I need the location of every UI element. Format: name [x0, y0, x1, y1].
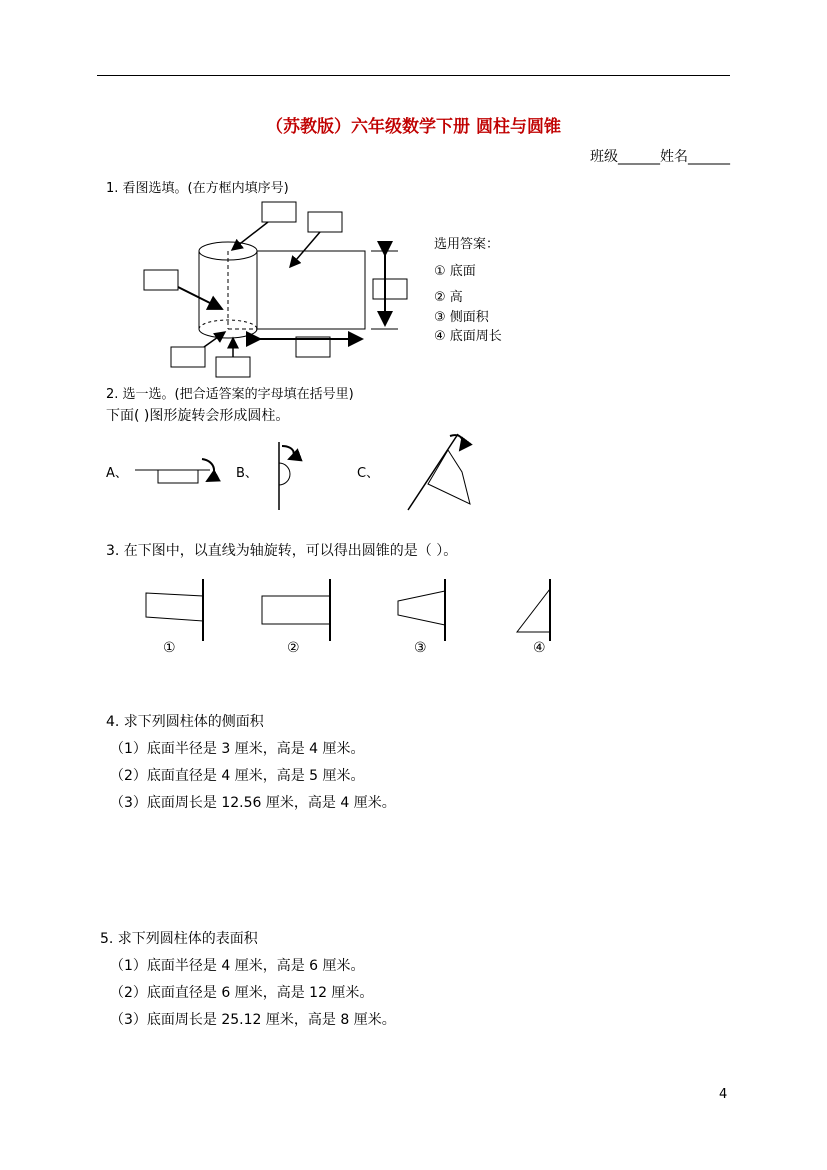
q5-prompt: 5. 求下列圆柱体的表面积 [100, 931, 258, 947]
q3-label-1: ① [163, 640, 176, 656]
q1-option-2: ② 高 [434, 290, 463, 305]
q5-item-1: （1）底面半径是 4 厘米，高是 6 厘米。 [110, 958, 365, 974]
page-number: 4 [719, 1087, 728, 1102]
q3-prompt: 3. 在下图中，以直线为轴旋转，可以得出圆锥的是（ ）。 [106, 543, 458, 559]
answer-box-left [144, 270, 178, 290]
q2-figure-a [130, 445, 225, 490]
q2-figure-c [400, 432, 480, 514]
q4-item-2: （2）底面直径是 4 厘米，高是 5 厘米。 [110, 768, 365, 784]
q5-item-2: （2）底面直径是 6 厘米，高是 12 厘米。 [110, 985, 374, 1001]
q1-option-1: ① 底面 [434, 264, 476, 279]
q3-figure-1 [140, 575, 220, 657]
q3-label-2: ② [287, 640, 300, 656]
q3-label-4: ④ [533, 640, 546, 656]
answer-box-top-right [308, 212, 342, 232]
answer-box-bottom-mid [216, 357, 250, 377]
q3-label-3: ③ [414, 640, 427, 656]
q1-cylinder-diagram [140, 195, 440, 380]
q2-question: 下面( )图形旋转会形成圆柱。 [106, 408, 290, 424]
header-rule [97, 75, 730, 76]
q5-item-3: （3）底面周长是 25.12 厘米，高是 8 厘米。 [110, 1012, 396, 1028]
q2-label-a: A、 [106, 466, 128, 481]
q4-item-1: （1）底面半径是 3 厘米，高是 4 厘米。 [110, 741, 365, 757]
q1-options-title: 选用答案： [434, 237, 500, 252]
q2-label-c: C、 [357, 466, 380, 481]
answer-box-top [262, 202, 296, 222]
page-title: （苏教版）六年级数学下册 圆柱与圆锥 [266, 117, 561, 137]
q1-option-4: ④ 底面周长 [434, 329, 502, 344]
q2-label-b: B、 [236, 466, 258, 481]
q2-figure-b [265, 440, 315, 512]
answer-box-right [373, 279, 407, 299]
answer-box-bottom-left [171, 347, 205, 367]
q4-prompt: 4. 求下列圆柱体的侧面积 [106, 714, 264, 730]
q1-option-3: ③ 侧面积 [434, 310, 489, 325]
q2-prompt: 2. 选一选。(把合适答案的字母填在括号里) [106, 387, 354, 402]
q1-prompt: 1. 看图选填。(在方框内填序号) [106, 181, 289, 196]
class-name-line: 班级______姓名______ [590, 149, 730, 165]
q4-item-3: （3）底面周长是 12.56 厘米，高是 4 厘米。 [110, 795, 396, 811]
